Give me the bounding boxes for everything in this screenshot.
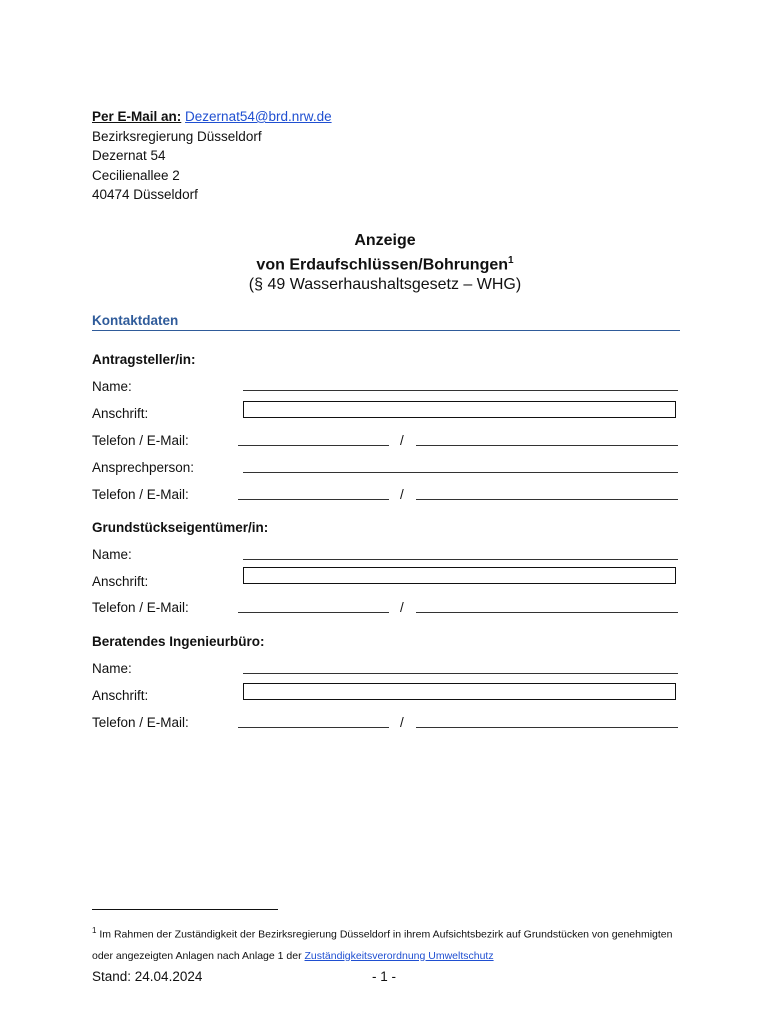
applicant-name-field[interactable] xyxy=(243,390,678,391)
contact-phone-separator: / xyxy=(400,487,404,502)
applicant-phone-field[interactable] xyxy=(238,445,389,446)
contact-phone-label: Telefon / E-Mail: xyxy=(92,487,189,502)
owner-name-field[interactable] xyxy=(243,559,678,560)
title-line-3: (§ 49 Wasserhaushaltsgesetz – WHG) xyxy=(248,276,522,294)
footer-page-number: - 1 - xyxy=(372,969,397,984)
applicant-phone-separator: / xyxy=(400,433,404,448)
applicant-phone-label: Telefon / E-Mail: xyxy=(92,433,189,448)
footnote-mark: 1 xyxy=(92,926,97,935)
applicant-email-field[interactable] xyxy=(416,445,678,446)
owner-heading: Grundstückseigentümer/in: xyxy=(92,520,269,535)
contact-phone-field[interactable] xyxy=(238,499,389,500)
engineer-phone-field[interactable] xyxy=(238,727,389,728)
owner-phone-field[interactable] xyxy=(238,612,389,613)
applicant-address-field[interactable] xyxy=(243,401,676,418)
title-footnote-mark: 1 xyxy=(508,255,514,266)
footnote-divider xyxy=(92,909,278,910)
footnote-link[interactable]: Zuständigkeitsverordnung Umweltschutz xyxy=(304,949,494,962)
title-line-2: von Erdaufschlüssen/Bohrungen$^1$ xyxy=(256,255,514,274)
section-heading-contact: Kontaktdaten xyxy=(92,313,680,331)
applicant-heading: Antragsteller/in: xyxy=(92,352,196,367)
address-block xyxy=(92,107,332,205)
contact-email-field[interactable] xyxy=(416,499,678,500)
engineer-name-field[interactable] xyxy=(243,673,678,674)
address-line-authority: Bezirksregierung Düsseldorf xyxy=(92,128,262,144)
engineer-address-label: Anschrift: xyxy=(92,688,149,703)
engineer-phone-label: Telefon / E-Mail: xyxy=(92,715,189,730)
engineer-email-field[interactable] xyxy=(416,727,678,728)
engineer-name-label: Name: xyxy=(92,661,132,676)
contact-person-field[interactable] xyxy=(243,472,678,473)
address-line-department: Dezernat 54 xyxy=(92,148,166,163)
applicant-name-label: Name: xyxy=(92,379,132,394)
footnote-text: Im Rahmen der Zuständigkeit der Bezirksregierung Düsseldorf in ihrem Aufsichtsbezirk auf Grundstücken von genehmigten oder angezeigten Anlagen nach Anlage 1 der xyxy=(92,928,673,962)
address-line-city: 40474 Düsseldorf xyxy=(92,187,198,202)
engineer-address-field[interactable] xyxy=(243,683,676,700)
owner-name-label: Name: xyxy=(92,547,132,562)
send-to-label: Per E-Mail an: xyxy=(92,109,182,124)
owner-email-field[interactable] xyxy=(416,612,678,613)
owner-phone-label: Telefon / E-Mail: xyxy=(92,600,189,615)
owner-phone-separator: / xyxy=(400,600,404,615)
contact-person-label: Ansprechperson: xyxy=(92,460,195,475)
engineer-phone-separator: / xyxy=(400,715,404,730)
document-title xyxy=(0,231,770,295)
footer-date: Stand: 24.04.2024 xyxy=(92,969,203,984)
owner-address-label: Anschrift: xyxy=(92,574,149,589)
email-link[interactable]: Dezernat54@brd.nrw.de xyxy=(185,109,332,124)
title-line-1: Anzeige xyxy=(354,232,416,249)
address-line-street: Cecilienallee 2 xyxy=(92,167,180,183)
owner-address-field[interactable] xyxy=(243,567,676,584)
applicant-address-label: Anschrift: xyxy=(92,406,149,421)
footnote xyxy=(92,920,692,967)
engineer-heading: Beratendes Ingenieurbüro: xyxy=(92,634,265,649)
